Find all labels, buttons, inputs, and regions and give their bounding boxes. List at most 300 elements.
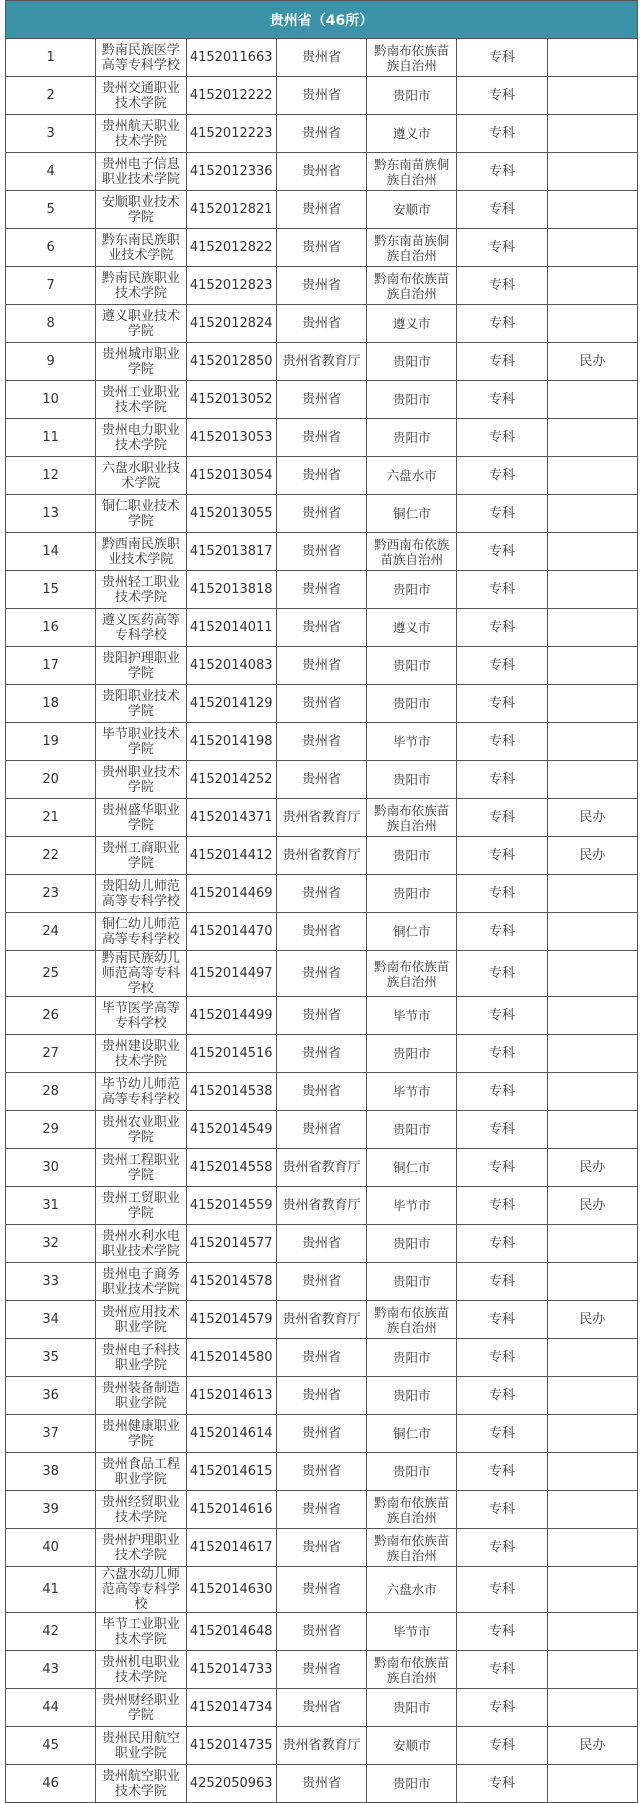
school-name-cell: 贵州电子信息职业技术学院 [96,153,186,191]
supervising-department-cell: 贵州省 [276,533,366,571]
school-name-cell: 贵州工程职业学院 [96,1149,186,1187]
school-name-cell: 贵州经贸职业技术学院 [96,1491,186,1529]
note-cell [547,495,637,533]
school-name-cell: 毕节职业技术学院 [96,723,186,761]
education-level-cell: 专科 [457,913,547,951]
supervising-department-cell: 贵州省 [276,997,366,1035]
school-name-cell: 贵州职业技术学院 [96,761,186,799]
school-code-cell: 4152013054 [186,457,276,495]
table-row [6,1415,638,1453]
table-row [6,229,638,267]
school-code-cell: 4152014614 [186,1415,276,1453]
supervising-department-cell: 贵州省 [276,1377,366,1415]
location-cell: 贵阳市 [367,381,457,419]
row-number-cell: 34 [6,1301,96,1339]
row-number-cell: 42 [6,1613,96,1651]
education-level-cell: 专科 [457,1415,547,1453]
school-name-cell: 贵州水利水电职业技术学院 [96,1225,186,1263]
location-cell: 黔西南布依族苗族自治州 [367,533,457,571]
school-name-cell: 贵州装备制造职业学院 [96,1377,186,1415]
education-level-cell: 专科 [457,609,547,647]
note-cell [547,1339,637,1377]
table-row [6,1225,638,1263]
school-code-cell: 4152012222 [186,77,276,115]
school-name-cell: 贵州电力职业技术学院 [96,419,186,457]
row-number-cell: 14 [6,533,96,571]
row-number-cell: 36 [6,1377,96,1415]
table-title: 贵州省（46所） [6,1,638,39]
school-code-cell: 4152014011 [186,609,276,647]
table-row [6,913,638,951]
row-number-cell: 9 [6,343,96,381]
location-cell: 遵义市 [367,305,457,343]
table-row [6,533,638,571]
school-code-cell: 4152014578 [186,1263,276,1301]
note-cell [547,1035,637,1073]
school-name-cell: 贵州食品工程职业学院 [96,1453,186,1491]
education-level-cell: 专科 [457,1149,547,1187]
note-cell: 民办 [547,1301,637,1339]
note-cell [547,1689,637,1727]
table-row [6,609,638,647]
note-cell: 民办 [547,1187,637,1225]
note-cell [547,913,637,951]
row-number-cell: 46 [6,1765,96,1803]
note-cell [547,419,637,457]
location-cell: 贵阳市 [367,77,457,115]
location-cell: 黔东南苗族侗族自治州 [367,229,457,267]
table-row [6,647,638,685]
education-level-cell: 专科 [457,381,547,419]
education-level-cell: 专科 [457,1453,547,1491]
location-cell: 六盘水市 [367,1567,457,1613]
table-row [6,77,638,115]
note-cell: 民办 [547,837,637,875]
table-row [6,1187,638,1225]
supervising-department-cell: 贵州省 [276,1689,366,1727]
table-body [6,39,638,1803]
school-name-cell: 贵州民用航空职业学院 [96,1727,186,1765]
school-name-cell: 贵州工业职业技术学院 [96,381,186,419]
supervising-department-cell: 贵州省教育厅 [276,1301,366,1339]
school-name-cell: 黔西南民族职业技术学院 [96,533,186,571]
note-cell [547,761,637,799]
school-name-cell: 贵州航空职业技术学院 [96,1765,186,1803]
school-name-cell: 贵州应用技术职业学院 [96,1301,186,1339]
note-cell: 民办 [547,799,637,837]
table-row [6,1073,638,1111]
supervising-department-cell: 贵州省教育厅 [276,1187,366,1225]
row-number-cell: 29 [6,1111,96,1149]
school-code-cell: 4152014616 [186,1491,276,1529]
education-level-cell: 专科 [457,1263,547,1301]
location-cell: 贵阳市 [367,1225,457,1263]
school-name-cell: 贵州电子科技职业学院 [96,1339,186,1377]
school-code-cell: 4152014613 [186,1377,276,1415]
row-number-cell: 4 [6,153,96,191]
location-cell: 黔东南苗族侗族自治州 [367,153,457,191]
table-row [6,1111,638,1149]
row-number-cell: 38 [6,1453,96,1491]
note-cell [547,1377,637,1415]
note-cell [547,1613,637,1651]
school-name-cell: 贵州工商职业学院 [96,837,186,875]
education-level-cell: 专科 [457,1073,547,1111]
table-row [6,1727,638,1765]
table-row [6,571,638,609]
row-number-cell: 6 [6,229,96,267]
education-level-cell: 专科 [457,457,547,495]
row-number-cell: 19 [6,723,96,761]
education-level-cell: 专科 [457,1491,547,1529]
school-name-cell: 贵州健康职业学院 [96,1415,186,1453]
table-row [6,1149,638,1187]
supervising-department-cell: 贵州省 [276,267,366,305]
location-cell: 铜仁市 [367,495,457,533]
education-level-cell: 专科 [457,761,547,799]
table-row [6,153,638,191]
school-name-cell: 贵州电子商务职业技术学院 [96,1263,186,1301]
education-level-cell: 专科 [457,685,547,723]
row-number-cell: 5 [6,191,96,229]
supervising-department-cell: 贵州省 [276,1765,366,1803]
supervising-department-cell: 贵州省 [276,1651,366,1689]
note-cell [547,1765,637,1803]
school-code-cell: 4152014648 [186,1613,276,1651]
education-level-cell: 专科 [457,1187,547,1225]
row-number-cell: 2 [6,77,96,115]
education-level-cell: 专科 [457,1689,547,1727]
table-row [6,875,638,913]
location-cell: 贵阳市 [367,875,457,913]
education-level-cell: 专科 [457,1225,547,1263]
supervising-department-cell: 贵州省 [276,761,366,799]
row-number-cell: 15 [6,571,96,609]
school-code-cell: 4152014129 [186,685,276,723]
note-cell [547,1567,637,1613]
school-name-cell: 黔南民族幼儿师范高等专科学校 [96,951,186,997]
school-name-cell: 遵义职业技术学院 [96,305,186,343]
school-name-cell: 贵州财经职业学院 [96,1689,186,1727]
location-cell: 贵阳市 [367,571,457,609]
school-code-cell: 4152014497 [186,951,276,997]
school-name-cell: 贵州城市职业学院 [96,343,186,381]
supervising-department-cell: 贵州省教育厅 [276,1727,366,1765]
supervising-department-cell: 贵州省 [276,495,366,533]
table-row [6,1765,638,1803]
education-level-cell: 专科 [457,997,547,1035]
school-code-cell: 4152013052 [186,381,276,419]
supervising-department-cell: 贵州省 [276,1073,366,1111]
note-cell [547,1491,637,1529]
supervising-department-cell: 贵州省 [276,913,366,951]
school-name-cell: 毕节工业职业技术学院 [96,1613,186,1651]
school-name-cell: 贵州交通职业技术学院 [96,77,186,115]
supervising-department-cell: 贵州省 [276,723,366,761]
note-cell [547,229,637,267]
row-number-cell: 17 [6,647,96,685]
school-code-cell: 4152014734 [186,1689,276,1727]
location-cell: 贵阳市 [367,837,457,875]
note-cell [547,1529,637,1567]
school-code-cell: 4152014371 [186,799,276,837]
school-name-cell: 贵州护理职业技术学院 [96,1529,186,1567]
school-code-cell: 4152012824 [186,305,276,343]
note-cell [547,267,637,305]
row-number-cell: 16 [6,609,96,647]
school-name-cell: 贵州建设职业技术学院 [96,1035,186,1073]
school-list-table [5,0,638,1803]
education-level-cell: 专科 [457,1529,547,1567]
education-level-cell: 专科 [457,1567,547,1613]
school-code-cell: 4152014735 [186,1727,276,1765]
school-code-cell: 4152014559 [186,1187,276,1225]
school-name-cell: 铜仁幼儿师范高等专科学校 [96,913,186,951]
education-level-cell: 专科 [457,1727,547,1765]
note-cell [547,1263,637,1301]
supervising-department-cell: 贵州省 [276,951,366,997]
supervising-department-cell: 贵州省 [276,115,366,153]
row-number-cell: 18 [6,685,96,723]
location-cell: 遵义市 [367,609,457,647]
location-cell: 安顺市 [367,191,457,229]
school-code-cell: 4152012822 [186,229,276,267]
location-cell: 毕节市 [367,997,457,1035]
school-code-cell: 4152014579 [186,1301,276,1339]
supervising-department-cell: 贵州省 [276,1263,366,1301]
row-number-cell: 1 [6,39,96,77]
education-level-cell: 专科 [457,1377,547,1415]
location-cell: 贵阳市 [367,1377,457,1415]
school-name-cell: 六盘水职业技术学院 [96,457,186,495]
row-number-cell: 26 [6,997,96,1035]
row-number-cell: 32 [6,1225,96,1263]
note-cell: 民办 [547,343,637,381]
supervising-department-cell: 贵州省 [276,1111,366,1149]
education-level-cell: 专科 [457,875,547,913]
table-row [6,39,638,77]
school-name-cell: 贵阳职业技术学院 [96,685,186,723]
row-number-cell: 40 [6,1529,96,1567]
supervising-department-cell: 贵州省 [276,685,366,723]
table-row [6,1035,638,1073]
note-cell [547,609,637,647]
location-cell: 安顺市 [367,1727,457,1765]
table-row [6,1453,638,1491]
school-code-cell: 4152014252 [186,761,276,799]
school-code-cell: 4152014577 [186,1225,276,1263]
location-cell: 贵阳市 [367,1453,457,1491]
school-code-cell: 4152014083 [186,647,276,685]
table-row [6,343,638,381]
note-cell [547,1073,637,1111]
table-row [6,457,638,495]
education-level-cell: 专科 [457,799,547,837]
location-cell: 贵阳市 [367,1339,457,1377]
education-level-cell: 专科 [457,115,547,153]
location-cell: 黔南布依族苗族自治州 [367,267,457,305]
school-code-cell: 4152012823 [186,267,276,305]
supervising-department-cell: 贵州省 [276,77,366,115]
table-row [6,837,638,875]
row-number-cell: 3 [6,115,96,153]
table-row [6,1567,638,1613]
location-cell: 贵阳市 [367,1263,457,1301]
table-row [6,115,638,153]
note-cell [547,875,637,913]
note-cell [547,1651,637,1689]
note-cell: 民办 [547,1149,637,1187]
row-number-cell: 44 [6,1689,96,1727]
row-number-cell: 7 [6,267,96,305]
school-code-cell: 4152013818 [186,571,276,609]
education-level-cell: 专科 [457,419,547,457]
note-cell [547,115,637,153]
table-row [6,305,638,343]
supervising-department-cell: 贵州省 [276,1491,366,1529]
school-code-cell: 4152013053 [186,419,276,457]
location-cell: 毕节市 [367,1613,457,1651]
row-number-cell: 35 [6,1339,96,1377]
table-row [6,723,638,761]
education-level-cell: 专科 [457,837,547,875]
note-cell [547,39,637,77]
school-name-cell: 贵州盛华职业学院 [96,799,186,837]
row-number-cell: 45 [6,1727,96,1765]
school-code-cell: 4152013817 [186,533,276,571]
location-cell: 遵义市 [367,115,457,153]
table-row [6,495,638,533]
education-level-cell: 专科 [457,1339,547,1377]
supervising-department-cell: 贵州省 [276,571,366,609]
supervising-department-cell: 贵州省 [276,457,366,495]
location-cell: 铜仁市 [367,1149,457,1187]
location-cell: 铜仁市 [367,1415,457,1453]
education-level-cell: 专科 [457,267,547,305]
school-name-cell: 贵阳幼儿师范高等专科学校 [96,875,186,913]
school-name-cell: 安顺职业技术学院 [96,191,186,229]
note-cell [547,153,637,191]
supervising-department-cell: 贵州省 [276,1613,366,1651]
table-row [6,191,638,229]
education-level-cell: 专科 [457,305,547,343]
school-code-cell: 4152014412 [186,837,276,875]
note-cell [547,533,637,571]
table-row [6,997,638,1035]
school-code-cell: 4152014469 [186,875,276,913]
location-cell: 贵阳市 [367,343,457,381]
location-cell: 贵阳市 [367,647,457,685]
supervising-department-cell: 贵州省 [276,1453,366,1491]
note-cell [547,1111,637,1149]
note-cell [547,647,637,685]
education-level-cell: 专科 [457,153,547,191]
supervising-department-cell: 贵州省 [276,191,366,229]
education-level-cell: 专科 [457,77,547,115]
supervising-department-cell: 贵州省 [276,1225,366,1263]
row-number-cell: 30 [6,1149,96,1187]
school-code-cell: 4152014630 [186,1567,276,1613]
row-number-cell: 28 [6,1073,96,1111]
supervising-department-cell: 贵州省 [276,229,366,267]
location-cell: 贵阳市 [367,1035,457,1073]
table-row [6,267,638,305]
location-cell: 六盘水市 [367,457,457,495]
education-level-cell: 专科 [457,723,547,761]
note-cell [547,1453,637,1491]
school-name-cell: 贵州农业职业学院 [96,1111,186,1149]
supervising-department-cell: 贵州省 [276,305,366,343]
school-name-cell: 贵州航天职业技术学院 [96,115,186,153]
supervising-department-cell: 贵州省 [276,609,366,647]
school-name-cell: 黔南民族职业技术学院 [96,267,186,305]
table-row [6,1377,638,1415]
location-cell: 贵阳市 [367,419,457,457]
school-name-cell: 黔南民族医学高等专科学校 [96,39,186,77]
education-level-cell: 专科 [457,1111,547,1149]
row-number-cell: 8 [6,305,96,343]
location-cell: 黔南布依族苗族自治州 [367,1529,457,1567]
location-cell: 毕节市 [367,723,457,761]
table-row [6,419,638,457]
education-level-cell: 专科 [457,191,547,229]
note-cell [547,951,637,997]
table-row [6,799,638,837]
note-cell: 民办 [547,1727,637,1765]
school-code-cell: 4152014733 [186,1651,276,1689]
school-name-cell: 六盘水幼儿师范高等专科学校 [96,1567,186,1613]
supervising-department-cell: 贵州省教育厅 [276,837,366,875]
table-row [6,1491,638,1529]
note-cell [547,997,637,1035]
school-name-cell: 贵州机电职业技术学院 [96,1651,186,1689]
school-code-cell: 4152011663 [186,39,276,77]
location-cell: 贵阳市 [367,1111,457,1149]
school-name-cell: 贵州工贸职业学院 [96,1187,186,1225]
note-cell [547,1225,637,1263]
table-row [6,761,638,799]
table-row [6,951,638,997]
education-level-cell: 专科 [457,647,547,685]
school-code-cell: 4152014549 [186,1111,276,1149]
location-cell: 黔南布依族苗族自治州 [367,951,457,997]
school-name-cell: 黔东南民族职业技术学院 [96,229,186,267]
location-cell: 贵阳市 [367,685,457,723]
education-level-cell: 专科 [457,343,547,381]
school-code-cell: 4152013055 [186,495,276,533]
location-cell: 毕节市 [367,1187,457,1225]
supervising-department-cell: 贵州省 [276,1529,366,1567]
row-number-cell: 12 [6,457,96,495]
school-code-cell: 4152014538 [186,1073,276,1111]
row-number-cell: 39 [6,1491,96,1529]
school-name-cell: 毕节幼儿师范高等专科学校 [96,1073,186,1111]
location-cell: 毕节市 [367,1073,457,1111]
school-code-cell: 4152012821 [186,191,276,229]
education-level-cell: 专科 [457,229,547,267]
location-cell: 黔南布依族苗族自治州 [367,799,457,837]
location-cell: 铜仁市 [367,913,457,951]
supervising-department-cell: 贵州省 [276,419,366,457]
note-cell [547,191,637,229]
school-code-cell: 4152014198 [186,723,276,761]
row-number-cell: 13 [6,495,96,533]
row-number-cell: 43 [6,1651,96,1689]
row-number-cell: 20 [6,761,96,799]
school-code-cell: 4152014615 [186,1453,276,1491]
location-cell: 黔南布依族苗族自治州 [367,39,457,77]
education-level-cell: 专科 [457,533,547,571]
